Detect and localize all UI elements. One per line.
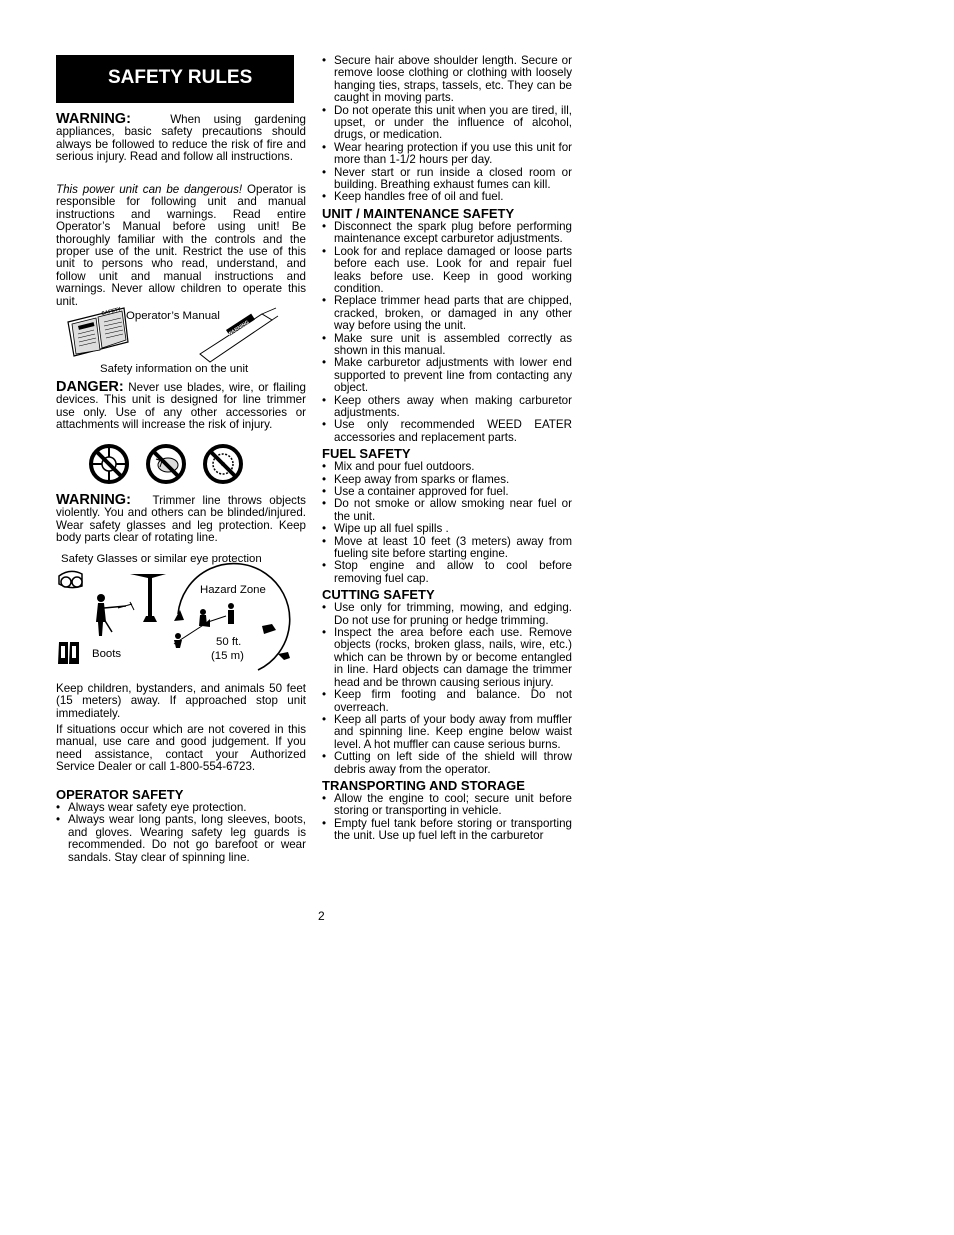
page-title-banner [56,55,294,103]
assistance-paragraph: If situations occur which are not covered in this manual, use care and good judgement. If you need assistance, contact your Authorized Service Dealer or call 1-800-554-6723. [56,723,306,774]
keep-away-paragraph: Keep children, bystanders, and animals 50 feet (15 meters) away. If approached stop unit immediately. [56,682,306,720]
danger-block [56,381,306,432]
list-item: • Make carburetor adjustments with lower end supported to prevent line from contacting any object. [322,357,572,394]
distance-label-m: (15 m) [211,650,244,662]
page-title: SAFETY RULES [108,67,253,88]
page-number: 2 [318,909,325,923]
warning-lead: WARNING: [56,111,131,127]
operator-safety-list [56,802,306,864]
list-item: • Keep others away when making carburetor adjustments. [322,395,572,420]
unit-maintenance-heading: UNIT / MAINTENANCE SAFETY [322,205,515,221]
list-item: • Keep firm footing and balance. Do not overreach. [322,689,572,714]
list-item: • Inspect the area before each use. Remove objects (rocks, broken glass, nails, wire, etc.) which can be thrown by or become entangled in line. Hard objects can damage the trimmer head and be thrown causing serious injury. [322,627,572,689]
warning-general-block [56,113,306,164]
list-item: • Stop engine and allow to cool before removing fuel cap. [322,560,572,585]
list-item: • Wear hearing protection if you use this unit for more than 1-1/2 hours per day. [322,142,572,167]
warning2-lead: WARNING: [56,492,131,508]
boots-label: Boots [92,648,122,660]
list-item: • Wipe up all fuel spills . [322,523,572,535]
manual-book-icon [68,306,128,356]
list-item: • Always wear long pants, long sleeves, boots, and gloves. Wearing safety leg guards is recommended. Do not go barefoot or wear sandals. Stay clear of spinning line. [56,814,306,864]
safety-glasses-icon [59,571,82,587]
intro-text: Operator is responsible for following unit and manual instructions and warnings. Read entire Operator’s Manual before using unit! Be thoroughly familiar with the controls and the proper use of the unit. Restrict the use of this unit to persons who read, understand, and follow unit and manual instructions and warnings. Never allow children to operate this unit. [56,183,306,308]
list-item: • Disconnect the spark plug before performing maintenance except carburetor adjustments. [322,221,572,246]
intro-italic: This power unit can be dangerous! [56,183,243,196]
list-item: • Cutting on left side of the shield will throw debris away from the operator. [322,751,572,776]
manual-cover-text: SAFETY [101,306,122,317]
list-item: • Do not smoke or allow smoking near fuel or the unit. [322,498,572,523]
operator-safety-list-cont [322,55,572,204]
fuel-safety-list [322,461,572,585]
operator-figure-icon [96,594,134,636]
distance-label-ft: 50 ft. [216,636,242,648]
tree-icon [130,574,166,622]
list-item: • Make sure unit is assembled correctly as shown in this manual. [322,333,572,358]
list-item: • Mix and pour fuel outdoors. [322,461,572,473]
danger-lead: DANGER: [56,379,124,395]
list-item: • Empty fuel tank before storing or transporting the unit. Use up fuel left in the carburetor [322,818,572,843]
no-flail-icon [91,446,127,482]
list-item: • Never start or run inside a closed room or building. Breathing exhaust fumes can kill. [322,167,572,192]
cutting-safety-heading: CUTTING SAFETY [322,587,435,603]
decal-text: WARNING [226,319,251,338]
list-item: • Use only for trimming, mowing, and edging. Do not use for pruning or hedge trimming. [322,602,572,627]
warning-line-block [56,494,306,545]
list-item: • Secure hair above shoulder length. Secure or remove loose clothing or clothing with loosely hanging ties, straps, tassels, etc. They can be caught in moving parts. [322,55,572,105]
hazard-zone-label: Hazard Zone [200,584,266,596]
manual-label: Operator’s Manual [126,310,220,322]
list-item: • Look for and replace damaged or loose parts before each use. Look for and repair fuel leaks before use. Keep in good working condition. [322,246,572,296]
transport-storage-heading: TRANSPORTING AND STORAGE [322,777,525,793]
boots-icon [58,642,79,664]
list-item: • Use a container approved for fuel. [322,486,572,498]
cutting-safety-list [322,602,572,776]
operator-safety-section [56,788,306,864]
list-item: • Keep handles free of oil and fuel. [322,191,572,203]
no-wire-icon [148,446,184,482]
right-column [322,55,572,843]
transport-storage-list [322,793,572,843]
list-item: • Always wear safety eye protection. [56,802,306,814]
unit-maintenance-list [322,221,572,444]
no-blade-icon [205,446,241,482]
intro-paragraph [56,184,306,308]
list-item: • Move at least 10 feet (3 meters) away from fueling site before starting engine. [322,536,572,561]
warning2-text: Trimmer line throws objects violently. You and others can be blinded/injured. Wear safety glasses and leg protection. Keep body parts clear of rotating line. [56,494,306,545]
list-item: • Replace trimmer head parts that are chipped, cracked, broken, or damaged in any other way before using the unit. [322,295,572,332]
glasses-label: Safety Glasses or similar eye protection [61,553,262,565]
fuel-safety-heading: FUEL SAFETY [322,446,411,462]
list-item: • Keep all parts of your body away from muffler and spinning line. Keep engine below waist level. A hot muffler can cause serious burns. [322,714,572,751]
operator-safety-heading: OPERATOR SAFETY [56,787,184,802]
decal-label: Safety information on the unit [100,363,249,375]
list-item: • Use only recommended WEED EATER accessories and replacement parts. [322,419,572,444]
warning-text: When using gardening appliances, basic safety precautions should always be followed to reduce the risk of fire and serious injury. Read and follow all instructions. [56,113,306,164]
list-item: • Keep away from sparks or flames. [322,474,572,486]
list-item: • Do not operate this unit when you are tired, ill, upset, or under the influence of alcohol, drugs, or medication. [322,105,572,142]
list-item: • Allow the engine to cool; secure unit before storing or transporting in vehicle. [322,793,572,818]
danger-text: Never use blades, wire, or flailing devices. This unit is designed for line trimmer use only. Use of any other accessories or attachments will increase the risk of injury. [56,381,306,432]
prohibited-accessories [86,441,246,487]
